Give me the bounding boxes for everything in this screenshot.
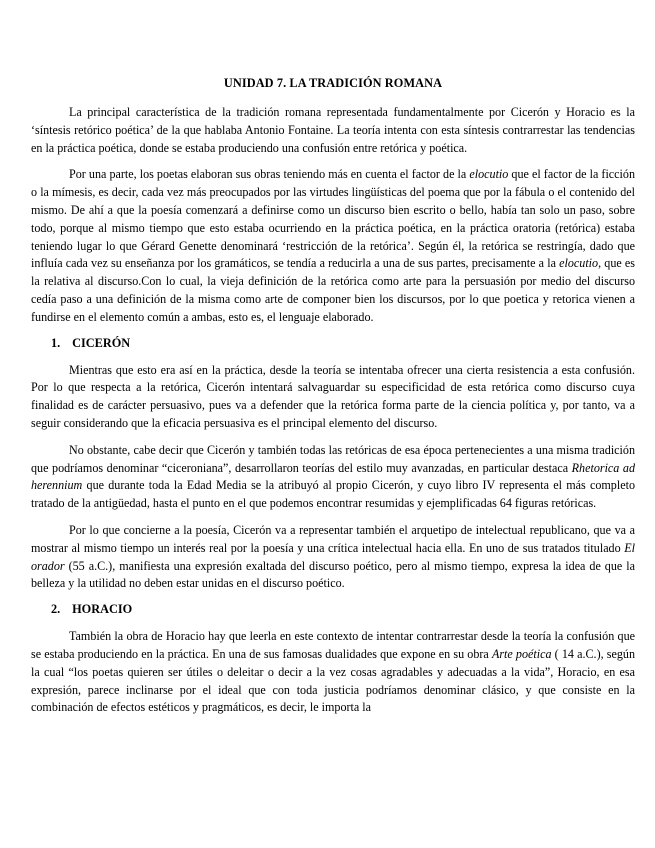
section-heading-ciceron bbox=[51, 336, 635, 351]
italic-title: Arte poética bbox=[491, 646, 552, 661]
text-span: que el factor de la ficción o la mímesis, es decir, cada vez más preocupados por las virtudes lingüísticas del poema que por la fábula o el contenido del mismo. De ahí a que la poesía comenzará a definirse como un discurso bien escrito o bello, había tan solo un paso, sobre todo, porque al mismo tiempo que esto estaba ocurriendo en la práctica poética, en la práctica oratoria (retórica) estaba teniendo lugar lo que Gérard Genette denominará ‘restricción de la retórica’. Según él, la retórica se restringía, dado que influía cada vez su enseñanza por los gramáticos, se tendía a reducirla a una de sus partes, precisamente a la bbox=[31, 167, 635, 271]
section-number: 1. bbox=[51, 335, 61, 350]
text-span: (55 a.C.), manifiesta una expresión exaltada del discurso poético, pero al mismo tiempo, expresa la idea de que la belleza y la utilidad no deben estar unidas en el discurso poético. bbox=[31, 558, 635, 591]
ciceron-paragraph-2 bbox=[31, 442, 635, 513]
text-span: Por una parte, los poetas elaboran sus obras teniendo más en cuenta el factor de la bbox=[69, 167, 470, 182]
text-span: que durante toda la Edad Media se la atribuyó al propio Cicerón, y cuyo libro IV representa el más completo tratado de la antigüedad, hasta el punto en el que podemos encontrar resumidas y ejemplificadas 64 figuras retóricas. bbox=[31, 478, 635, 511]
text-span: , que es la relativa al discurso.Con lo cual, la vieja definición de la retórica como arte para la persuasión por medio del discurso cedía paso a una definición de la misma como arte de componer bien los discursos, por lo que poetica y retorica vienen a fundirse en el elemento común a ambas, esto es, el lenguaje elaborado. bbox=[31, 256, 635, 324]
section-heading-horacio bbox=[51, 602, 635, 617]
intro-paragraph: La principal característica de la tradición romana representada fundamentalmente por Cicerón y Horacio es la ‘síntesis retórico poética’ de la que hablaba Antonio Fontaine. La teoría intenta con esta síntesis contrarrestar las tendencias en la práctica poética, donde se estaba produciendo una confusión entre retórica y poética. bbox=[31, 105, 635, 155]
text-span: ( 14 a.C.), según la cual “los poetas quieren ser útiles o deleitar o decir a la vez cosas agradables y adecuadas a la vida”, Horacio, en esa expresión, parece inclinarse por el ideal que con toda justicia podríamos denominar clásico, y que consiste en la combinación de efectos estéticos y pragmáticos, es decir, le importa la bbox=[31, 646, 635, 715]
paragraph-elocutio bbox=[31, 166, 635, 326]
ciceron-paragraph-3 bbox=[31, 522, 635, 593]
horacio-paragraph-1 bbox=[31, 628, 635, 717]
italic-title: Rhetorica ad herennium bbox=[31, 460, 636, 493]
ciceron-paragraph-1: Mientras que esto era así en la práctica, desde la teoría se intentaba ofrecer una cierta resistencia a esta confusión. Por lo que respecta a la retórica, Cicerón intentará salvaguardar su especificidad de esta retórica como discurso cuya finalidad es de carácter persuasivo, pues va a defender que la retórica forma parte de la ciencia política y, por tanto, va a seguir considerando que la eficacia persuasiva es el principal elemento del discurso. bbox=[31, 362, 635, 430]
text-span: Por lo que concierne a la poesía, Cicerón va a representar también el arquetipo de intelectual republicano, que va a mostrar al mismo tiempo un interés real por la poesía y una crítica intelectual hacia ella. En uno de sus tratados titulado bbox=[31, 522, 635, 555]
italic-term: elocutio bbox=[469, 167, 509, 182]
text-span: También la obra de Horacio hay que leerla en este contexto de intentar contrarrestar desde la teoría la confusión que se estaba produciendo en la práctica. En una de sus famosas dualidades que expone en su obra bbox=[31, 629, 635, 661]
section-title: HORACIO bbox=[72, 602, 133, 617]
italic-title: El orador bbox=[31, 540, 635, 573]
text-span: No obstante, cabe decir que Cicerón y también todas las retóricas de esa época pertenecientes a una misma tradición que podríamos denominar “ciceroniana”, desarrollaron teorías del estilo muy avanzadas, en particular destaca bbox=[31, 442, 635, 475]
section-title: CICERÓN bbox=[72, 335, 131, 350]
page-title: UNIDAD 7. LA TRADICIÓN ROMANA bbox=[223, 76, 443, 90]
italic-term: elocutio bbox=[559, 256, 599, 271]
section-number: 2. bbox=[51, 602, 61, 617]
